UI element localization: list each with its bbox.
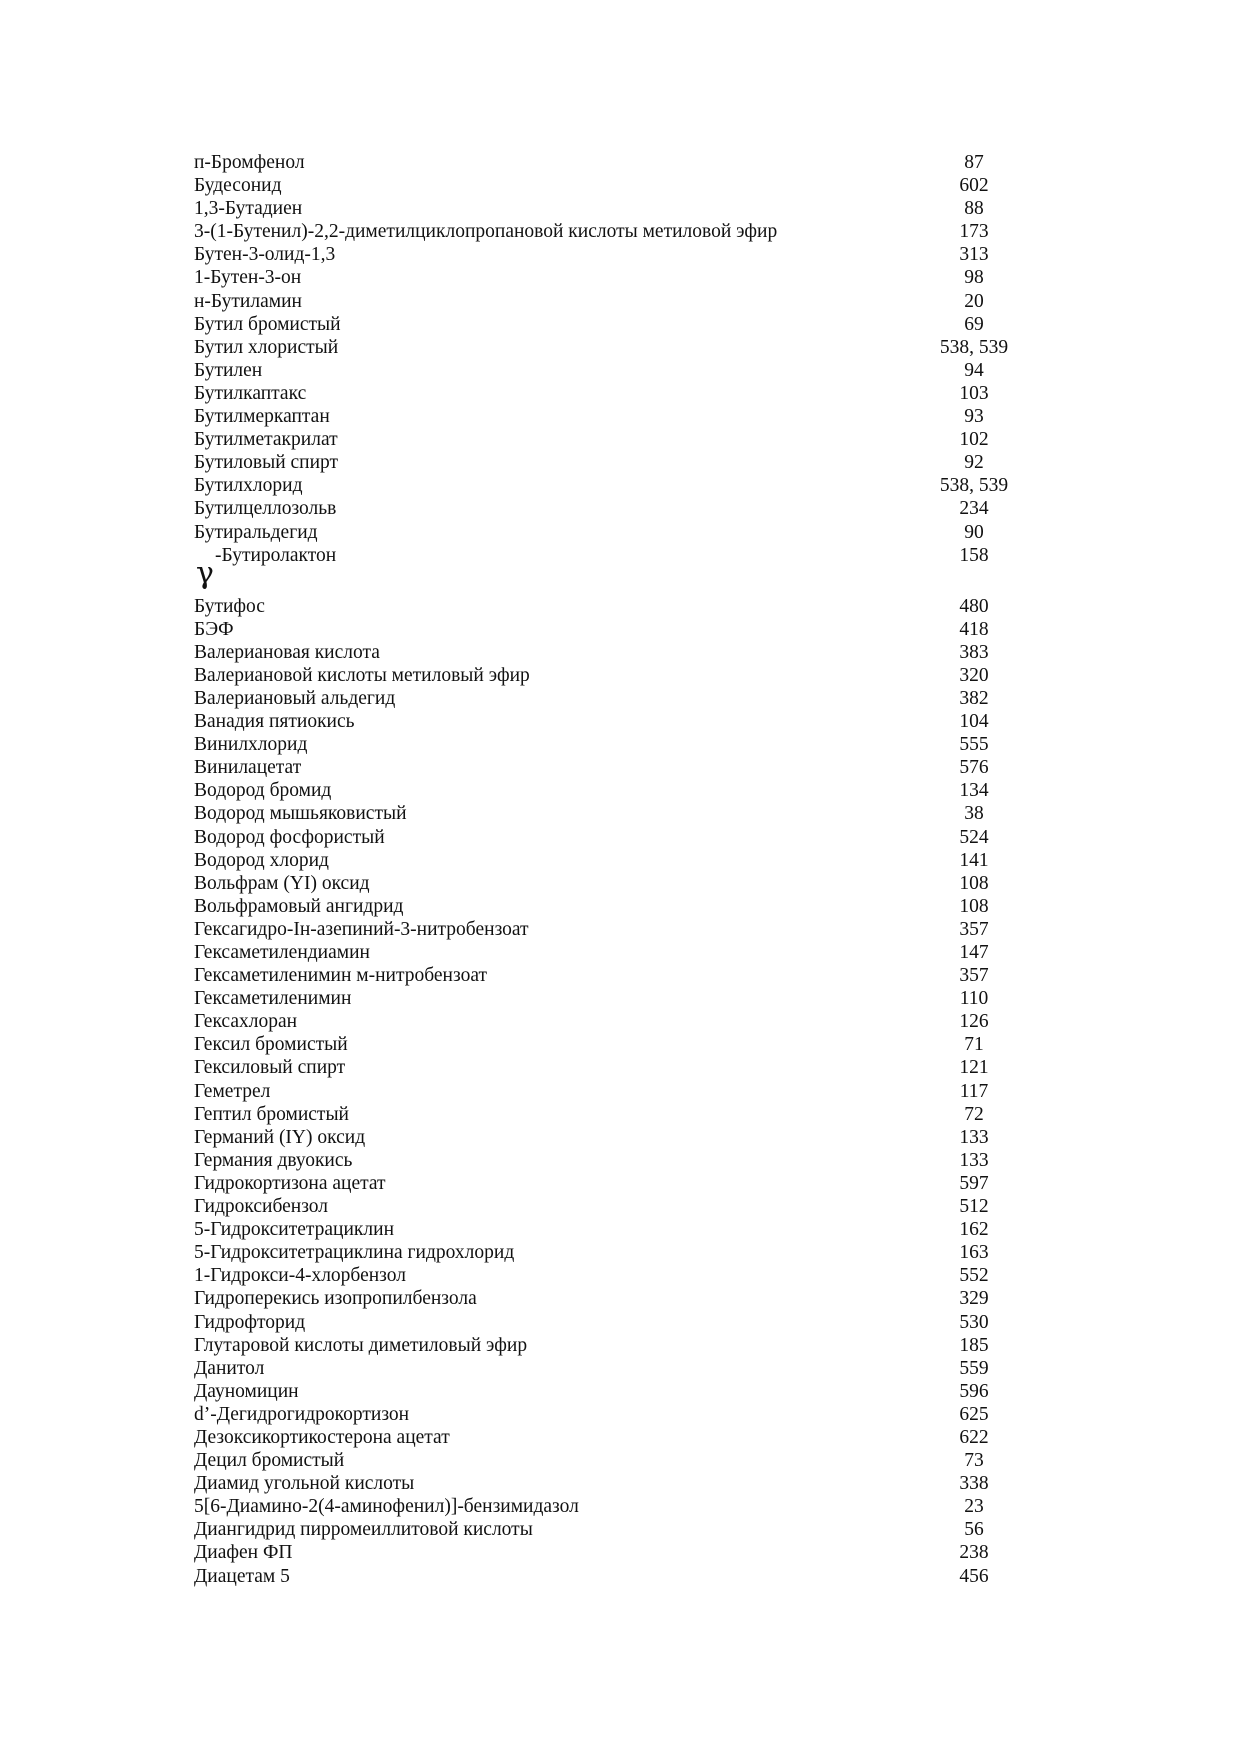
index-entry bbox=[194, 779, 1054, 802]
entry-page-number: 117 bbox=[959, 1080, 989, 1102]
index-entry bbox=[194, 313, 1054, 336]
index-entry bbox=[194, 1218, 1054, 1241]
entry-page-number: 72 bbox=[964, 1103, 984, 1125]
gamma-symbol: γ bbox=[196, 555, 214, 591]
entry-page-number: 234 bbox=[959, 498, 989, 520]
entry-page-number: 602 bbox=[959, 175, 989, 197]
entry-page-number: 512 bbox=[959, 1196, 989, 1218]
entry-page-number: 576 bbox=[959, 757, 989, 779]
entry-page-number: 555 bbox=[959, 734, 989, 756]
entry-name: -Бутиролактон bbox=[215, 544, 337, 566]
entry-name: Винилхлорид bbox=[194, 734, 308, 756]
entry-page-number: 622 bbox=[959, 1426, 989, 1448]
index-entry bbox=[194, 1334, 1054, 1357]
entry-page-number: 88 bbox=[964, 198, 984, 220]
entry-name: Бутиловый спирт bbox=[194, 452, 339, 474]
entry-name: 3-(1-Бутенил)-2,2-диметилциклопропановой кислоты метиловой эфир bbox=[194, 221, 778, 243]
entry-name: Бутилцеллозольв bbox=[194, 498, 337, 520]
entry-page-number: 90 bbox=[964, 521, 984, 543]
index-entry bbox=[194, 220, 1054, 243]
entry-name: Винилацетат bbox=[194, 757, 302, 779]
index-entry bbox=[194, 359, 1054, 382]
entry-page-number: 456 bbox=[959, 1565, 989, 1587]
entry-page-number: 147 bbox=[959, 942, 989, 963]
entry-page-number: 20 bbox=[964, 290, 984, 312]
entry-name: 1-Бутен-3-он bbox=[194, 267, 302, 289]
index-entry bbox=[194, 1449, 1054, 1472]
index-entry bbox=[194, 826, 1054, 849]
entry-page-number: 69 bbox=[964, 313, 984, 335]
entry-name: Будесонид bbox=[194, 175, 282, 197]
index-entry bbox=[194, 1033, 1054, 1056]
index-entry bbox=[194, 1565, 1054, 1588]
index-entry bbox=[194, 1010, 1054, 1033]
entry-name: Геметрел bbox=[194, 1080, 271, 1102]
entry-page-number: 126 bbox=[959, 1011, 989, 1033]
entry-page-number: 357 bbox=[959, 918, 989, 940]
entry-name: Бутиральдегид bbox=[194, 521, 318, 543]
index-entry bbox=[194, 895, 1054, 918]
entry-page-number: 530 bbox=[959, 1311, 989, 1333]
entry-name: Водород бромид bbox=[194, 780, 332, 802]
entry-name: Бутен-3-олид-1,3 bbox=[194, 244, 336, 266]
entry-name: Дауномицин bbox=[194, 1380, 299, 1402]
entry-name: Диацетам 5 bbox=[194, 1565, 290, 1587]
entry-name: Бутилхлорид bbox=[194, 475, 303, 497]
entry-name: Водород мышьяковистый bbox=[194, 803, 407, 825]
entry-name: Гексил бромистый bbox=[194, 1034, 348, 1056]
index-entry bbox=[194, 1264, 1054, 1287]
index-entry bbox=[194, 290, 1054, 313]
entry-name: Бутил бромистый bbox=[194, 313, 341, 335]
entry-page-number: 538, 539 bbox=[939, 336, 1009, 358]
entry-name: 1-Гидрокси-4-хлорбензол bbox=[194, 1265, 406, 1287]
entry-page-number: 121 bbox=[959, 1057, 989, 1079]
entry-name: Гидроксибензол bbox=[194, 1196, 329, 1218]
index-entry bbox=[194, 849, 1054, 872]
entry-name: Гексаметиленимин м-нитробензоат bbox=[194, 965, 488, 987]
entry-name: Валериановой кислоты метиловый эфир bbox=[194, 664, 530, 686]
entry-name: Диангидрид пирромеиллитовой кислоты bbox=[194, 1519, 533, 1541]
entry-page-number: 524 bbox=[959, 826, 989, 848]
entry-name: п-Бромфенол bbox=[194, 152, 305, 173]
entry-page-number: 552 bbox=[959, 1265, 989, 1287]
entry-page-number: 108 bbox=[959, 872, 989, 894]
entry-page-number: 108 bbox=[959, 895, 989, 917]
entry-page-number: 320 bbox=[959, 664, 989, 686]
entry-page-number: 173 bbox=[959, 221, 989, 243]
entry-name: Гексаметилендиамин bbox=[194, 942, 370, 963]
entry-page-number: 87 bbox=[964, 152, 984, 173]
entry-name: 1,3-Бутадиен bbox=[194, 198, 303, 220]
entry-page-number: 357 bbox=[959, 965, 989, 987]
entry-page-number: 313 bbox=[959, 244, 989, 266]
entry-name: Водород хлорид bbox=[194, 849, 329, 871]
entry-page-number: 103 bbox=[959, 382, 989, 404]
index-entry bbox=[194, 733, 1054, 756]
index-entry bbox=[194, 1541, 1054, 1564]
entry-page-number: 94 bbox=[964, 359, 984, 381]
entry-page-number: 71 bbox=[964, 1034, 984, 1056]
index-entry bbox=[194, 382, 1054, 405]
entry-page-number: 133 bbox=[959, 1149, 989, 1171]
entry-page-number: 382 bbox=[959, 687, 989, 709]
entry-page-number: 23 bbox=[964, 1496, 984, 1518]
index-entry bbox=[194, 151, 1054, 174]
index-entry bbox=[194, 544, 1054, 595]
index-entry bbox=[194, 1056, 1054, 1079]
index-entry bbox=[194, 174, 1054, 197]
index-entry bbox=[194, 1103, 1054, 1126]
entry-name: Вольфрамовый ангидрид bbox=[194, 895, 404, 917]
entry-page-number: 559 bbox=[959, 1357, 989, 1379]
entry-page-number: 92 bbox=[964, 452, 984, 474]
index-entry bbox=[194, 595, 1054, 618]
entry-name: Дезоксикортикостерона ацетат bbox=[194, 1426, 450, 1448]
entry-page-number: 596 bbox=[959, 1380, 989, 1402]
entry-page-number: 185 bbox=[959, 1334, 989, 1356]
index-entry bbox=[194, 618, 1054, 641]
entry-page-number: 383 bbox=[959, 641, 989, 663]
index-entry bbox=[194, 1311, 1054, 1334]
entry-name: Данитол bbox=[194, 1357, 265, 1379]
index-entry bbox=[194, 872, 1054, 895]
index-entry bbox=[194, 1080, 1054, 1103]
index-entry bbox=[194, 710, 1054, 733]
entry-page-number: 538, 539 bbox=[939, 475, 1009, 497]
index-entry bbox=[194, 1472, 1054, 1495]
index-entry bbox=[194, 1357, 1054, 1380]
entry-page-number: 110 bbox=[959, 988, 989, 1010]
index-entry bbox=[194, 802, 1054, 825]
entry-name: Валериановая кислота bbox=[194, 641, 380, 663]
entry-name: Бутилметакрилат bbox=[194, 429, 338, 451]
entry-name: Гидрокортизона ацетат bbox=[194, 1172, 386, 1194]
entry-page-number: 73 bbox=[964, 1450, 984, 1472]
index-entry bbox=[194, 521, 1054, 544]
index-entry bbox=[194, 1126, 1054, 1149]
index-entry bbox=[194, 687, 1054, 710]
entry-name: Гексиловый спирт bbox=[194, 1057, 346, 1079]
index-entry bbox=[194, 1172, 1054, 1195]
index-entry bbox=[194, 243, 1054, 266]
entry-page-number: 134 bbox=[959, 780, 989, 802]
entry-name: Диамид угольной кислоты bbox=[194, 1473, 415, 1495]
index-entry bbox=[194, 497, 1054, 520]
entry-page-number: 597 bbox=[959, 1172, 989, 1194]
index-entry bbox=[194, 474, 1054, 497]
entry-page-number: 102 bbox=[959, 429, 989, 451]
index-entry bbox=[194, 1287, 1054, 1310]
index-entry bbox=[194, 1403, 1054, 1426]
entry-name: Диафен ФП bbox=[194, 1542, 293, 1564]
entry-page-number: 93 bbox=[964, 406, 984, 428]
entry-name: Бутилен bbox=[194, 359, 263, 381]
index-entry bbox=[194, 1495, 1054, 1518]
index-entry bbox=[194, 987, 1054, 1010]
entry-page-number: 38 bbox=[964, 803, 984, 825]
index-entry bbox=[194, 641, 1054, 664]
entry-page-number: 98 bbox=[964, 267, 984, 289]
index-entry bbox=[194, 1241, 1054, 1264]
entry-page-number: 418 bbox=[959, 618, 989, 640]
entry-page-number: 338 bbox=[959, 1473, 989, 1495]
entry-name: 5-Гидрокситетрациклина гидрохлорид bbox=[194, 1242, 515, 1264]
entry-page-number: 56 bbox=[964, 1519, 984, 1541]
entry-page-number: 625 bbox=[959, 1403, 989, 1425]
entry-name: d’-Дегидрогидрокортизон bbox=[194, 1403, 410, 1425]
index-entry bbox=[194, 451, 1054, 474]
entry-name: Бутилмеркаптан bbox=[194, 406, 330, 428]
entry-page-number: 329 bbox=[959, 1288, 989, 1310]
entry-name: БЭФ bbox=[194, 618, 234, 640]
index-entry bbox=[194, 405, 1054, 428]
entry-name: Водород фосфористый bbox=[194, 826, 385, 848]
entry-name: Бутилкаптакс bbox=[194, 382, 307, 404]
entry-name: Децил бромистый bbox=[194, 1450, 345, 1472]
entry-name: 5[6-Диамино-2(4-аминофенил)]-бензимидазол bbox=[194, 1496, 579, 1518]
entry-name: Гептил бромистый bbox=[194, 1103, 349, 1125]
entry-name: Гидрофторид bbox=[194, 1311, 306, 1333]
index-entry bbox=[194, 964, 1054, 987]
entry-name: Ванадия пятиокись bbox=[194, 711, 355, 733]
entry-page-number: 238 bbox=[959, 1542, 989, 1564]
entry-name: Гексагидро-Iн-азепиний-3-нитробензоат bbox=[194, 918, 529, 940]
entry-page-number: 480 bbox=[959, 595, 989, 617]
index-entry bbox=[194, 1380, 1054, 1403]
index-entry bbox=[194, 197, 1054, 220]
index-entry bbox=[194, 1426, 1054, 1449]
entry-name: Валериановый альдегид bbox=[194, 687, 396, 709]
index-entry bbox=[194, 336, 1054, 359]
entry-name: Германия двуокись bbox=[194, 1149, 353, 1171]
index-entry bbox=[194, 756, 1054, 779]
index-entry bbox=[194, 428, 1054, 451]
entry-name: Гексаметиленимин bbox=[194, 988, 352, 1010]
index-entry bbox=[194, 941, 1054, 964]
entry-page-number: 163 bbox=[959, 1242, 989, 1264]
entry-name: Вольфрам (YI) оксид bbox=[194, 872, 370, 894]
index-entry bbox=[194, 1195, 1054, 1218]
index-entry bbox=[194, 918, 1054, 941]
index-entry bbox=[194, 266, 1054, 289]
index-entry bbox=[194, 664, 1054, 687]
entry-page-number: 104 bbox=[959, 711, 989, 733]
entry-page-number: 158 bbox=[959, 544, 989, 566]
substance-index-list bbox=[194, 151, 1054, 1588]
entry-name: н-Бутиламин bbox=[194, 290, 302, 312]
entry-page-number: 141 bbox=[959, 849, 989, 871]
entry-name: Гидроперекись изопропилбензола bbox=[194, 1288, 477, 1310]
entry-name: Бутил хлористый bbox=[194, 336, 339, 358]
entry-name: Глутаровой кислоты диметиловый эфир bbox=[194, 1334, 528, 1356]
entry-name: Бутифос bbox=[194, 595, 265, 617]
index-entry bbox=[194, 1149, 1054, 1172]
entry-name: Гексахлоран bbox=[194, 1011, 298, 1033]
entry-page-number: 133 bbox=[959, 1126, 989, 1148]
index-entry bbox=[194, 1518, 1054, 1541]
entry-name: 5-Гидрокситетрациклин bbox=[194, 1219, 394, 1241]
entry-page-number: 162 bbox=[959, 1219, 989, 1241]
entry-name: Германий (IY) оксид bbox=[194, 1126, 366, 1148]
